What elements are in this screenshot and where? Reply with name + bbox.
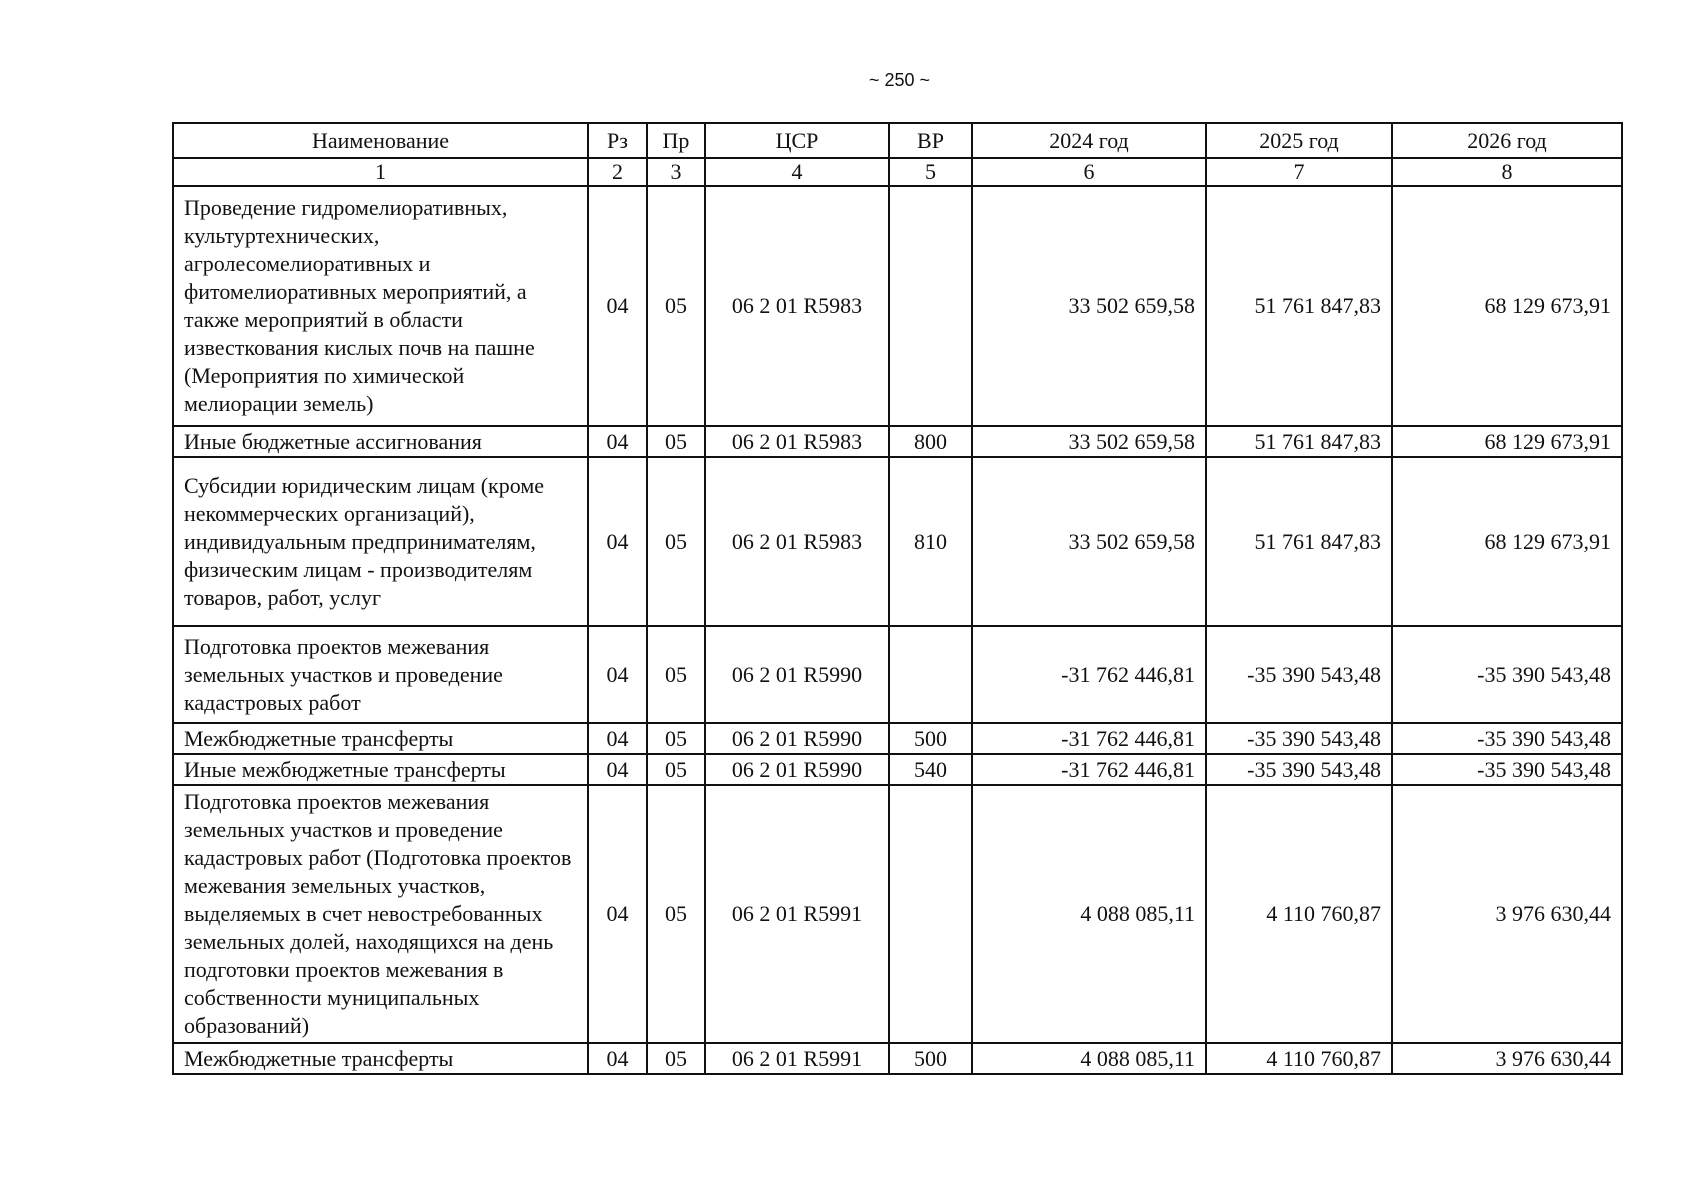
row-vr <box>889 186 972 426</box>
table-row <box>173 457 1622 626</box>
row-csr: 06 2 01 R5990 <box>705 626 889 723</box>
row-csr: 06 2 01 R5983 <box>705 186 889 426</box>
row-2026: 3 976 630,44 <box>1392 1043 1622 1074</box>
header-csr: ЦСР <box>705 123 889 158</box>
row-name: Подготовка проектов межевания земельных участков и проведение кадастровых работ <box>173 626 588 723</box>
row-2026: 68 129 673,91 <box>1392 186 1622 426</box>
row-vr: 500 <box>889 1043 972 1074</box>
row-rz: 04 <box>588 457 647 626</box>
row-rz: 04 <box>588 186 647 426</box>
row-rz: 04 <box>588 785 647 1043</box>
table-row <box>173 186 1622 426</box>
row-2026: -35 390 543,48 <box>1392 754 1622 785</box>
header-2025: 2025 год <box>1206 123 1392 158</box>
row-2025: 4 110 760,87 <box>1206 785 1392 1043</box>
header-rz: Рз <box>588 123 647 158</box>
row-2024: 33 502 659,58 <box>972 457 1206 626</box>
row-vr: 800 <box>889 426 972 457</box>
row-vr <box>889 785 972 1043</box>
budget-table <box>172 122 1623 1075</box>
header-2024: 2024 год <box>972 123 1206 158</box>
column-number: 6 <box>972 158 1206 186</box>
row-pr: 05 <box>647 785 705 1043</box>
row-rz: 04 <box>588 723 647 754</box>
row-vr: 500 <box>889 723 972 754</box>
table-row <box>173 785 1622 1043</box>
row-vr <box>889 626 972 723</box>
table-row <box>173 426 1622 457</box>
row-2025: 4 110 760,87 <box>1206 1043 1392 1074</box>
table-row <box>173 626 1622 723</box>
header-row <box>173 123 1622 158</box>
row-pr: 05 <box>647 723 705 754</box>
row-name: Иные межбюджетные трансферты <box>173 754 588 785</box>
row-csr: 06 2 01 R5991 <box>705 785 889 1043</box>
row-2024: 33 502 659,58 <box>972 426 1206 457</box>
column-number: 8 <box>1392 158 1622 186</box>
row-rz: 04 <box>588 754 647 785</box>
header-vr: ВР <box>889 123 972 158</box>
row-vr: 810 <box>889 457 972 626</box>
row-rz: 04 <box>588 1043 647 1074</box>
row-2025: -35 390 543,48 <box>1206 626 1392 723</box>
row-2026: -35 390 543,48 <box>1392 723 1622 754</box>
row-2025: 51 761 847,83 <box>1206 457 1392 626</box>
column-number-row <box>173 158 1622 186</box>
row-pr: 05 <box>647 1043 705 1074</box>
column-number: 2 <box>588 158 647 186</box>
header-2026: 2026 год <box>1392 123 1622 158</box>
row-csr: 06 2 01 R5983 <box>705 426 889 457</box>
row-2024: 33 502 659,58 <box>972 186 1206 426</box>
column-number: 3 <box>647 158 705 186</box>
row-2024: 4 088 085,11 <box>972 1043 1206 1074</box>
row-name: Проведение гидромелиоративных, культуртехнических, агролесомелиоративных и фитомелиоративных мероприятий, а также мероприятий в области известкования кислых почв на пашне (Мероприятия по химической мелиорации земель) <box>173 186 588 426</box>
column-number: 4 <box>705 158 889 186</box>
table-row <box>173 1043 1622 1074</box>
row-2024: -31 762 446,81 <box>972 754 1206 785</box>
row-2026: -35 390 543,48 <box>1392 626 1622 723</box>
row-csr: 06 2 01 R5990 <box>705 723 889 754</box>
row-2026: 68 129 673,91 <box>1392 426 1622 457</box>
row-2024: -31 762 446,81 <box>972 723 1206 754</box>
header-name: Наименование <box>173 123 588 158</box>
column-number: 5 <box>889 158 972 186</box>
row-name: Подготовка проектов межевания земельных участков и проведение кадастровых работ (Подготовка проектов межевания земельных участков, выделяемых в счет невостребованных земельных долей, находящихся на день подготовки проектов межевания в собственности муниципальных образований) <box>173 785 588 1043</box>
row-rz: 04 <box>588 626 647 723</box>
column-number: 1 <box>173 158 588 186</box>
page-number: ~ 250 ~ <box>868 70 931 90</box>
row-2024: -31 762 446,81 <box>972 626 1206 723</box>
row-name: Межбюджетные трансферты <box>173 723 588 754</box>
row-pr: 05 <box>647 186 705 426</box>
row-csr: 06 2 01 R5991 <box>705 1043 889 1074</box>
row-vr: 540 <box>889 754 972 785</box>
row-rz: 04 <box>588 426 647 457</box>
row-pr: 05 <box>647 754 705 785</box>
column-number: 7 <box>1206 158 1392 186</box>
row-2025: 51 761 847,83 <box>1206 186 1392 426</box>
row-2026: 68 129 673,91 <box>1392 457 1622 626</box>
row-name: Иные бюджетные ассигнования <box>173 426 588 457</box>
row-2025: -35 390 543,48 <box>1206 723 1392 754</box>
row-csr: 06 2 01 R5983 <box>705 457 889 626</box>
row-2025: 51 761 847,83 <box>1206 426 1392 457</box>
row-2026: 3 976 630,44 <box>1392 785 1622 1043</box>
row-csr: 06 2 01 R5990 <box>705 754 889 785</box>
row-pr: 05 <box>647 457 705 626</box>
row-name: Межбюджетные трансферты <box>173 1043 588 1074</box>
row-pr: 05 <box>647 626 705 723</box>
row-pr: 05 <box>647 426 705 457</box>
row-2024: 4 088 085,11 <box>972 785 1206 1043</box>
table-row <box>173 754 1622 785</box>
row-name: Субсидии юридическим лицам (кроме некоммерческих организаций), индивидуальным предпринимателям, физическим лицам - производителям товаров, работ, услуг <box>173 457 588 626</box>
row-2025: -35 390 543,48 <box>1206 754 1392 785</box>
header-pr: Пр <box>647 123 705 158</box>
table-row <box>173 723 1622 754</box>
